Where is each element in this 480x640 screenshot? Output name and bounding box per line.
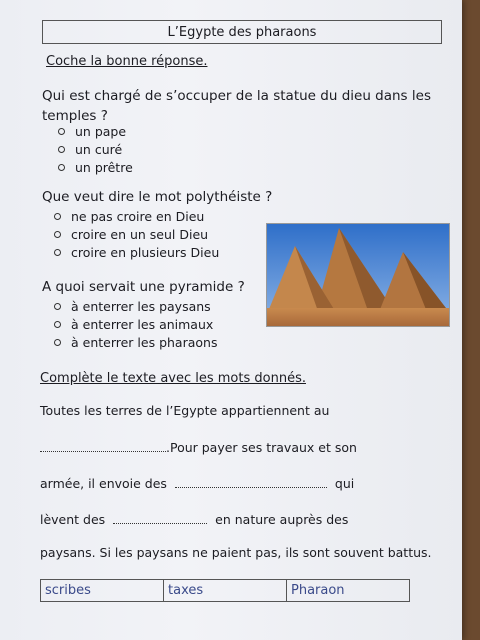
- option[interactable]: un pape: [58, 122, 133, 140]
- question-3: A quoi servait une pyramide ?: [42, 279, 245, 295]
- radio-circle-icon[interactable]: [54, 213, 61, 220]
- answer-blank[interactable]: [175, 477, 327, 488]
- radio-circle-icon[interactable]: [54, 249, 61, 256]
- section-2-heading: Complète le texte avec les mots donnés.: [40, 371, 306, 386]
- section-1-heading: Coche la bonne réponse.: [46, 54, 208, 69]
- option[interactable]: à enterrer les paysans: [54, 297, 217, 315]
- radio-circle-icon[interactable]: [58, 146, 65, 153]
- word-bank-cell: taxes: [164, 580, 287, 601]
- option[interactable]: à enterrer les pharaons: [54, 333, 217, 351]
- fill-text-line-3: armée, il envoie des qui: [40, 476, 355, 491]
- radio-circle-icon[interactable]: [54, 231, 61, 238]
- radio-circle-icon[interactable]: [54, 303, 61, 310]
- option[interactable]: croire en plusieurs Dieu: [54, 243, 219, 261]
- answer-blank[interactable]: [40, 441, 166, 452]
- radio-circle-icon[interactable]: [58, 128, 65, 135]
- option[interactable]: à enterrer les animaux: [54, 315, 217, 333]
- word-bank-cell: Pharaon: [291, 583, 345, 598]
- question-1-options: [58, 122, 133, 176]
- question-2: Que veut dire le mot polythéiste ?: [42, 189, 273, 205]
- fill-text-line-1: Toutes les terres de l’Egypte appartiennent au: [40, 403, 330, 418]
- word-bank-table: [40, 579, 410, 602]
- worksheet-title: L’Egypte des pharaons: [167, 24, 317, 40]
- fill-text-line-4: lèvent des en nature auprès des: [40, 512, 349, 527]
- fill-text-line-5: paysans. Si les paysans ne paient pas, ils sont souvent battus.: [40, 545, 432, 560]
- option[interactable]: croire en un seul Dieu: [54, 225, 219, 243]
- option[interactable]: ne pas croire en Dieu: [54, 207, 219, 225]
- fill-text-line-2: .Pour payer ses travaux et son: [40, 440, 357, 455]
- option[interactable]: un curé: [58, 140, 133, 158]
- worksheet-title-box: [42, 20, 442, 44]
- answer-blank[interactable]: [113, 513, 207, 524]
- radio-circle-icon[interactable]: [54, 339, 61, 346]
- radio-circle-icon[interactable]: [54, 321, 61, 328]
- question-2-options: [54, 207, 219, 261]
- radio-circle-icon[interactable]: [58, 164, 65, 171]
- question-1: Qui est chargé de s’occuper de la statue du dieu dans les temples ?: [42, 88, 431, 124]
- word-bank-cell: scribes: [41, 580, 164, 601]
- pyramids-photo: [266, 223, 450, 327]
- question-3-options: [54, 297, 217, 351]
- option[interactable]: un prêtre: [58, 158, 133, 176]
